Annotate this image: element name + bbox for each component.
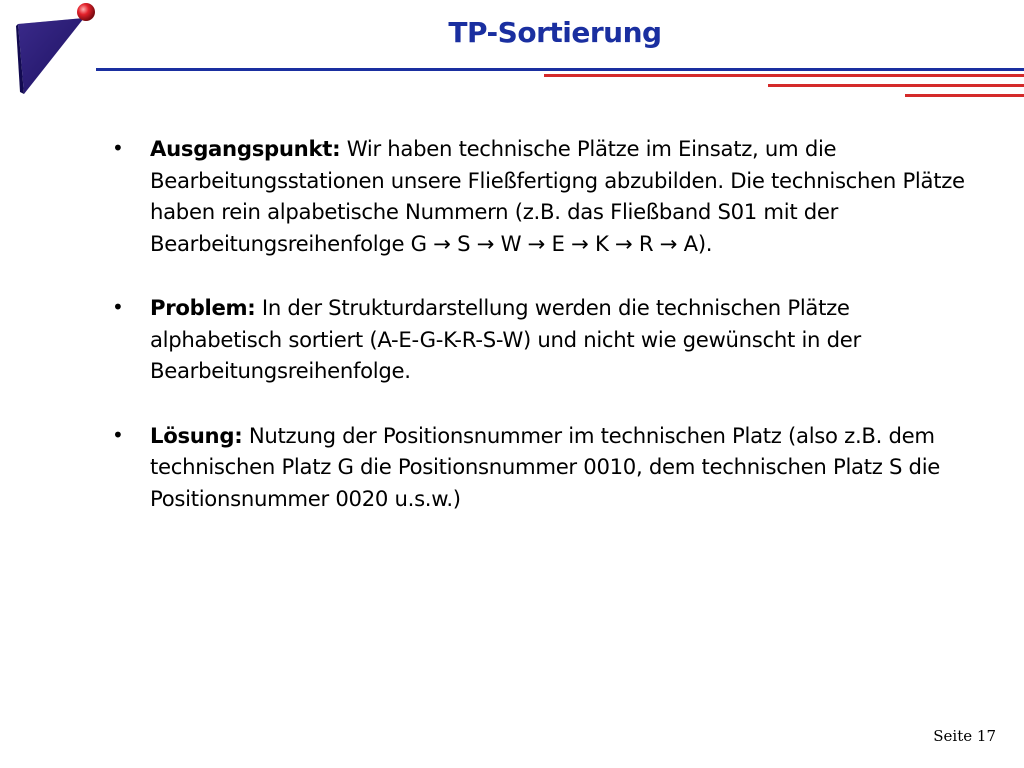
bullet-icon: •: [112, 295, 124, 319]
bullet-item-ausgangspunkt: [112, 133, 982, 259]
decor-line-2: [768, 84, 1024, 87]
bullet-text: Nutzung der Positionsnummer im technischen Platz (also z.B. dem technischen Platz G die Positionsnummer 0010, dem technischen Platz S die Positionsnummer 0020 u.s.w.): [150, 422, 941, 511]
decor-line-3: [905, 94, 1024, 97]
bullet-label: Lösung:: [150, 422, 243, 448]
page-number: Seite 17: [933, 727, 996, 745]
bullet-list: [112, 133, 982, 547]
bullet-icon: •: [112, 136, 124, 160]
bullet-icon: •: [112, 422, 124, 447]
bullet-text: Wir haben technische Plätze im Einsatz, um die Bearbeitungsstationen unsere Fließfertigng abzubilden. Die technischen Plätze haben rein alpabetische Nummern (z.B. das Fließband S01 mit der Bearbeitungsreihenfolge G → S → W → E → K → R → A).: [150, 136, 965, 256]
decor-line-1: [544, 74, 1024, 77]
bullet-label: Ausgangspunkt:: [150, 136, 341, 161]
page-title: TP-Sortierung: [448, 16, 662, 49]
bullet-item-problem: [112, 292, 982, 387]
bullet-text: In der Strukturdarstellung werden die technischen Plätze alphabetisch sortiert (A-E-G-K-R-S-W) und nicht wie gewünscht in der Bearbeitungsreihenfolge.: [150, 295, 861, 383]
bullet-item-loesung: [112, 420, 982, 515]
title-underline: [96, 68, 1024, 71]
bullet-label: Problem:: [150, 295, 256, 320]
